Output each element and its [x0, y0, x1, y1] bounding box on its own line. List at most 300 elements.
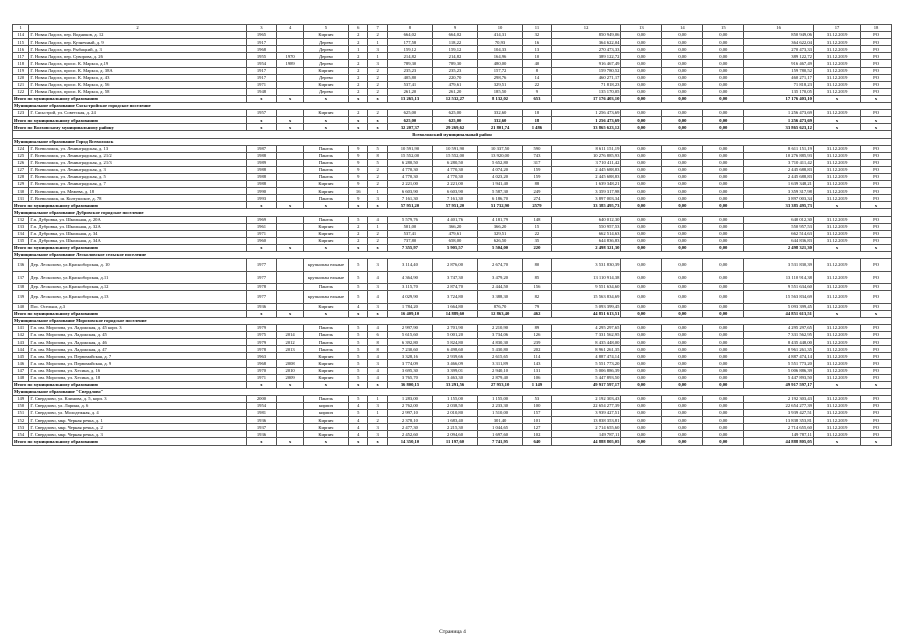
table-cell: 1989 — [246, 159, 277, 166]
table-cell: 5 — [348, 395, 367, 402]
table-cell: Пос. Осельки, д.3 — [29, 303, 246, 310]
table-cell: 0,00 — [621, 60, 662, 67]
table-cell: 0,00 — [621, 367, 662, 374]
table-cell: х — [277, 438, 304, 445]
table-cell: 1936 — [246, 431, 277, 438]
table-cell: х — [861, 310, 892, 317]
table-cell: х — [861, 202, 892, 209]
table-cell: 8 — [368, 339, 387, 346]
table-cell: 1961 — [246, 223, 277, 230]
table-cell: Г. Новая Ладога, просп. К. Маркса, д.19 — [29, 60, 246, 67]
table-cell: 1 639 348,21 — [551, 181, 621, 188]
table-cell: 0,00 — [621, 360, 662, 367]
table-cell: 1 683,40 — [432, 417, 477, 424]
table-cell: 1 256 473,69 — [744, 117, 814, 124]
table-cell: 0,00 — [662, 438, 703, 445]
column-number: 15 — [703, 25, 744, 32]
table-cell: Кирпич — [303, 188, 348, 195]
table-cell: 2 444,50 — [478, 284, 523, 291]
table-cell: 118,22 — [432, 39, 477, 46]
table-cell: 480,00 — [478, 60, 523, 67]
table-cell: 0,00 — [662, 431, 703, 438]
table-cell: 0,00 — [703, 403, 744, 410]
table-cell: 9 — [348, 152, 367, 159]
table-cell — [277, 39, 304, 46]
table-cell: 0,00 — [621, 195, 662, 202]
table-cell: кирпич — [303, 403, 348, 410]
table-cell: 2 674,70 — [478, 259, 523, 272]
table-cell: Кирпич — [303, 67, 348, 74]
table-cell: РО — [861, 303, 892, 310]
table-cell: Кирпич — [303, 223, 348, 230]
table-cell: 8 — [368, 346, 387, 353]
table-cell: 0,00 — [662, 271, 703, 284]
table-cell: 4 074,20 — [478, 166, 523, 173]
table-cell: 53 — [523, 395, 552, 402]
table-cell: 640 012,30 — [551, 216, 621, 223]
table-row — [13, 259, 892, 272]
table-cell: 121 — [13, 81, 29, 88]
section-heading-row — [13, 317, 892, 324]
table-row — [13, 166, 892, 173]
table-cell: 0,00 — [621, 332, 662, 339]
table-cell: Г. Всеволожск, ул. Межева, д. 18 — [29, 188, 246, 195]
table-cell: 0,00 — [621, 39, 662, 46]
table-cell: РО — [861, 53, 892, 60]
table-cell: 57 951,20 — [432, 202, 477, 209]
table-cell: 3 734,06 — [478, 332, 523, 339]
table-cell: 4 295 297,65 — [744, 324, 814, 331]
table-cell: Г. Новая Ладога, пер. Рыбацкий, д. 3 — [29, 46, 246, 53]
table-cell: 1971 — [246, 230, 277, 237]
table-cell: 9 — [348, 181, 367, 188]
table-cell: РО — [861, 216, 892, 223]
table-cell: 0,00 — [621, 67, 662, 74]
table-cell: 3 774,09 — [387, 360, 432, 367]
table-cell: х — [348, 124, 367, 131]
table-cell: 8 — [368, 152, 387, 159]
table-cell: РО — [861, 188, 892, 195]
table-cell: 332,60 — [478, 117, 523, 124]
table-cell: Г. Свердлово, ул. Клинова, д. 5, корп. 3 — [29, 395, 246, 402]
table-cell: 405,80 — [387, 74, 432, 81]
table-cell: 4 029,90 — [387, 291, 432, 304]
table-cell: 0,00 — [662, 74, 703, 81]
column-number: 1 — [13, 25, 29, 32]
table-row — [13, 216, 892, 223]
table-cell: 31.12.2019 — [813, 39, 860, 46]
table-cell: 114 — [523, 353, 552, 360]
table-cell: 118 — [13, 60, 29, 67]
table-cell: 1 — [368, 223, 387, 230]
table-cell: Панель — [303, 145, 348, 152]
table-cell: 147 — [13, 367, 29, 374]
table-cell: 301,40 — [478, 417, 523, 424]
table-cell: 2 — [368, 74, 387, 81]
table-cell: 0,00 — [662, 88, 703, 95]
table-cell: 2579 — [523, 202, 552, 209]
table-cell: 133 — [13, 223, 29, 230]
table-cell: 4 — [348, 424, 367, 431]
table-cell: 8 961 261,35 — [551, 346, 621, 353]
table-cell: 31.12.2019 — [813, 346, 860, 353]
table-cell: 139 — [13, 291, 29, 304]
table-cell: 2 038,50 — [432, 403, 477, 410]
table-cell: 2 — [368, 166, 387, 173]
column-number: 2 — [29, 25, 246, 32]
table-cell: 159 780,52 — [744, 67, 814, 74]
table-cell: 31.12.2019 — [813, 339, 860, 346]
table-cell: 0,00 — [621, 424, 662, 431]
table-cell: 1937 — [246, 424, 277, 431]
table-cell: 2 — [368, 417, 387, 424]
table-cell: х — [368, 381, 387, 388]
table-cell: 2 — [368, 88, 387, 95]
table-cell: 2 — [348, 88, 367, 95]
table-cell: 1993 — [246, 195, 277, 202]
table-cell: 31.12.2019 — [813, 417, 860, 424]
table-cell: РО — [861, 173, 892, 180]
table-cell: 0,00 — [703, 60, 744, 67]
table-cell: 2 233,30 — [478, 403, 523, 410]
table-cell: 644 836,83 — [551, 237, 621, 244]
table-cell: 249 — [523, 188, 552, 195]
table-cell: 71 818,23 — [744, 81, 814, 88]
table-cell: Г. Всеволожск, ул. Ленинградская, д. 13 — [29, 145, 246, 152]
table-cell: 0,00 — [621, 324, 662, 331]
table-cell: Панель — [303, 173, 348, 180]
table-cell: 2 452,60 — [387, 431, 432, 438]
table-cell: 3 — [368, 195, 387, 202]
table-cell: 0,00 — [662, 339, 703, 346]
table-cell: 9 551 634,60 — [744, 284, 814, 291]
table-cell: х — [277, 310, 304, 317]
table-cell: 0,00 — [662, 46, 703, 53]
table-cell: 2 — [348, 67, 367, 74]
table-cell: Г.п. им. Морозова, ул. Ладожская, д. 46 — [29, 339, 246, 346]
table-cell: РО — [861, 291, 892, 304]
table-row — [13, 367, 892, 374]
table-cell: 149 — [13, 395, 29, 402]
table-cell: 625,00 — [387, 117, 432, 124]
table-cell: х — [303, 124, 348, 131]
table-row — [13, 284, 892, 291]
total-row — [13, 202, 892, 209]
table-cell: х — [368, 124, 387, 131]
table-cell: 261,20 — [432, 88, 477, 95]
table-cell: х — [861, 244, 892, 251]
table-cell: 1948 — [246, 88, 277, 95]
table-row — [13, 271, 892, 284]
table-cell: 115 — [13, 39, 29, 46]
table-cell: 2 701,90 — [432, 324, 477, 331]
table-cell: 13 920,00 — [478, 152, 523, 159]
section-heading-row — [13, 209, 892, 216]
table-cell: 88 — [523, 181, 552, 188]
table-cell: 137 — [13, 271, 29, 284]
table-row — [13, 173, 892, 180]
table-cell: крупнопан ельные — [303, 271, 348, 284]
table-cell: 177,58 — [387, 39, 432, 46]
table-cell: 3 463,30 — [432, 374, 477, 381]
table-cell: 0,00 — [703, 202, 744, 209]
table-cell: Г. Свердлово, ул. Ларина, д. 6 — [29, 403, 246, 410]
table-cell: 159 — [523, 166, 552, 173]
table-cell: Панель — [303, 346, 348, 353]
table-cell — [277, 410, 304, 417]
table-cell: 1977 — [246, 291, 277, 304]
table-row — [13, 324, 892, 331]
table-cell: 0,00 — [703, 39, 744, 46]
table-cell: 2 714 655,60 — [551, 424, 621, 431]
table-cell: 0,00 — [662, 95, 703, 102]
table-cell: х — [813, 310, 860, 317]
table-cell: 6 603,90 — [432, 188, 477, 195]
table-cell: 8 — [523, 67, 552, 74]
table-cell: 31.12.2019 — [813, 53, 860, 60]
table-cell: 0,00 — [703, 360, 744, 367]
table-cell: РО — [861, 339, 892, 346]
table-cell: РО — [861, 88, 892, 95]
table-cell: х — [368, 117, 387, 124]
table-cell: х — [246, 95, 277, 102]
table-cell: 1954 — [246, 60, 277, 67]
table-cell: 2 094,60 — [432, 431, 477, 438]
table-cell: 2 — [348, 60, 367, 67]
table-cell: 44 851 613,51 — [744, 310, 814, 317]
table-row — [13, 223, 892, 230]
table-row — [13, 431, 892, 438]
total-row — [13, 124, 892, 131]
table-cell: Кирпич — [303, 181, 348, 188]
table-cell: 3 399,01 — [432, 367, 477, 374]
table-cell: Г. Новая Ладога, пер. Водников, д. 12 — [29, 32, 246, 39]
table-cell: 5 — [348, 324, 367, 331]
table-cell: 22 — [523, 230, 552, 237]
table-cell: 4 — [348, 431, 367, 438]
table-cell: 6 603,90 — [387, 188, 432, 195]
table-cell: 150 — [13, 403, 29, 410]
column-number: 13 — [621, 25, 662, 32]
table-cell: 1 510,00 — [478, 410, 523, 417]
table-cell: 789,30 — [432, 60, 477, 67]
table-cell: 33 865 623,12 — [551, 124, 621, 131]
table-cell: 31.12.2019 — [813, 259, 860, 272]
table-cell: 152 — [13, 417, 29, 424]
table-cell: 123 — [13, 110, 29, 117]
table-cell: 9 — [348, 166, 367, 173]
table-cell: х — [348, 310, 367, 317]
table-cell: 3 939 427,51 — [551, 410, 621, 417]
column-number: 17 — [813, 25, 860, 32]
table-cell: 0,00 — [662, 403, 703, 410]
table-cell: 104,33 — [478, 46, 523, 53]
table-cell: 3 328,16 — [387, 353, 432, 360]
table-cell — [277, 145, 304, 152]
table-cell: 5 093 399,45 — [744, 303, 814, 310]
table-cell: 0,00 — [662, 188, 703, 195]
table-cell: 1971 — [246, 374, 277, 381]
table-cell: х — [246, 438, 277, 445]
table-cell: 164,96 — [478, 53, 523, 60]
table-cell — [277, 303, 304, 310]
table-cell: Г. Новая Ладога, просп. К. Маркса, д. 38А — [29, 67, 246, 74]
table-cell: 626,50 — [478, 237, 523, 244]
table-cell: 131 — [523, 367, 552, 374]
table-cell: 3 479,20 — [478, 271, 523, 284]
section-heading-row — [13, 103, 892, 110]
table-cell: РО — [861, 152, 892, 159]
table-cell: 101 — [523, 417, 552, 424]
table-cell: 2 477,30 — [387, 424, 432, 431]
column-number: 14 — [662, 25, 703, 32]
table-cell: 21 801,74 — [478, 124, 523, 131]
table-cell: 1970 — [277, 53, 304, 60]
table-cell: 2 210,90 — [478, 324, 523, 331]
table-cell: 0,00 — [703, 88, 744, 95]
table-cell: 6 — [368, 332, 387, 339]
section-heading: Муниципальное образование Город Всеволожск — [13, 138, 892, 145]
table-cell: 2 879,40 — [478, 374, 523, 381]
table-cell: 4 — [348, 303, 367, 310]
table-cell: 5 006 886,39 — [744, 367, 814, 374]
column-number: 12 — [551, 25, 621, 32]
table-cell: 1988 — [246, 181, 277, 188]
table-cell — [277, 324, 304, 331]
table-cell: 2 615,65 — [478, 353, 523, 360]
table-cell: 117 — [13, 53, 29, 60]
table-row — [13, 74, 892, 81]
table-cell: 0,00 — [703, 303, 744, 310]
table-cell: 70,93 — [478, 39, 523, 46]
table-cell: 0,00 — [703, 259, 744, 272]
table-cell: 3 359 317,98 — [551, 188, 621, 195]
table-cell: 1957 — [246, 110, 277, 117]
table-cell: 0,00 — [662, 216, 703, 223]
table-cell: РО — [861, 360, 892, 367]
table-cell: 143 — [523, 360, 552, 367]
table-cell: РО — [861, 223, 892, 230]
table-cell: Г. Новая Ладога, пер. Суворова, д. 26 — [29, 53, 246, 60]
table-cell: 2013 — [277, 346, 304, 353]
table-cell: 0,00 — [662, 230, 703, 237]
table-cell: 3 — [368, 424, 387, 431]
table-cell — [277, 81, 304, 88]
table-cell — [277, 424, 304, 431]
table-cell: 0,00 — [703, 417, 744, 424]
table-cell: РО — [861, 166, 892, 173]
table-cell: х — [303, 381, 348, 388]
table-cell: 9 — [348, 145, 367, 152]
table-cell: 0,00 — [703, 81, 744, 88]
table-cell: 0,00 — [621, 346, 662, 353]
table-row — [13, 110, 892, 117]
table-cell: х — [246, 244, 277, 251]
table-cell: 4 — [348, 417, 367, 424]
table-cell: 0,00 — [662, 67, 703, 74]
table-cell: 6 186,70 — [478, 195, 523, 202]
table-cell: 389 122,72 — [551, 53, 621, 60]
table-cell: 0,00 — [621, 395, 662, 402]
table-cell: 5 447 893,50 — [744, 374, 814, 381]
table-cell: 5 — [348, 259, 367, 272]
table-cell: Кирпич — [303, 431, 348, 438]
table-cell — [277, 431, 304, 438]
table-cell: 7 161,30 — [387, 195, 432, 202]
table-cell: 235,23 — [432, 67, 477, 74]
table-cell: 4 401,76 — [432, 216, 477, 223]
table-cell: 16 — [348, 188, 367, 195]
table-cell: 2 445 688,83 — [744, 166, 814, 173]
table-cell: 2 445 688,83 — [551, 173, 621, 180]
table-cell: Кирпич — [303, 81, 348, 88]
table-cell: 2012 — [277, 339, 304, 346]
column-number: 6 — [348, 25, 367, 32]
table-cell: 366,20 — [432, 223, 477, 230]
table-cell: 664,02 — [387, 32, 432, 39]
table-cell: РО — [861, 367, 892, 374]
table-cell: 126 — [13, 159, 29, 166]
table-cell: 1917 — [246, 39, 277, 46]
table-cell: 1977 — [246, 259, 277, 272]
table-cell: 537,41 — [387, 81, 432, 88]
table-cell: 31.12.2019 — [813, 74, 860, 81]
table-cell: 44 851 613,51 — [551, 310, 621, 317]
table-cell: 31.12.2019 — [813, 223, 860, 230]
table-cell: 31.12.2019 — [813, 173, 860, 180]
table-cell: 5 — [368, 145, 387, 152]
table-cell: РО — [861, 46, 892, 53]
section-heading-row — [13, 138, 892, 145]
table-cell: 414,31 — [478, 32, 523, 39]
table-cell: 640 012,30 — [744, 216, 814, 223]
table-cell — [277, 173, 304, 180]
table-cell: 2 221,00 — [387, 181, 432, 188]
table-cell: 154 — [13, 431, 29, 438]
table-cell: 664,02 — [432, 32, 477, 39]
table-cell: 0,00 — [621, 173, 662, 180]
table-cell: 0,00 — [621, 81, 662, 88]
table-cell: 22 654 277,39 — [744, 403, 814, 410]
table-cell: 916 467,49 — [551, 60, 621, 67]
table-cell: х — [246, 310, 277, 317]
table-cell: 0,00 — [662, 360, 703, 367]
table-cell: 13 — [523, 46, 552, 53]
table-cell: 0,00 — [662, 353, 703, 360]
table-cell: 29 269,62 — [432, 124, 477, 131]
table-cell: Г.п. им. Морозова, ул. Первомайская, д. 9 — [29, 360, 246, 367]
table-row — [13, 339, 892, 346]
table-cell: РО — [861, 431, 892, 438]
table-cell: 220 — [523, 244, 552, 251]
table-cell: 4 887 474,14 — [551, 353, 621, 360]
table-cell: 0,00 — [662, 32, 703, 39]
table-cell: х — [813, 381, 860, 388]
table-cell: 0,00 — [621, 353, 662, 360]
table-cell: 17 176 403,10 — [744, 95, 814, 102]
table-cell: 329,51 — [478, 230, 523, 237]
table-cell: 0,00 — [662, 303, 703, 310]
table-cell: х — [861, 95, 892, 102]
table-cell: Кирпич — [303, 230, 348, 237]
table-cell: 1968 — [246, 46, 277, 53]
table-cell: 5 — [368, 159, 387, 166]
table-cell: 0,00 — [662, 237, 703, 244]
table-cell: 149 787,11 — [551, 431, 621, 438]
table-cell: крупнопан ельные — [303, 291, 348, 304]
table-cell: 7 230,60 — [387, 346, 432, 353]
total-row — [13, 95, 892, 102]
